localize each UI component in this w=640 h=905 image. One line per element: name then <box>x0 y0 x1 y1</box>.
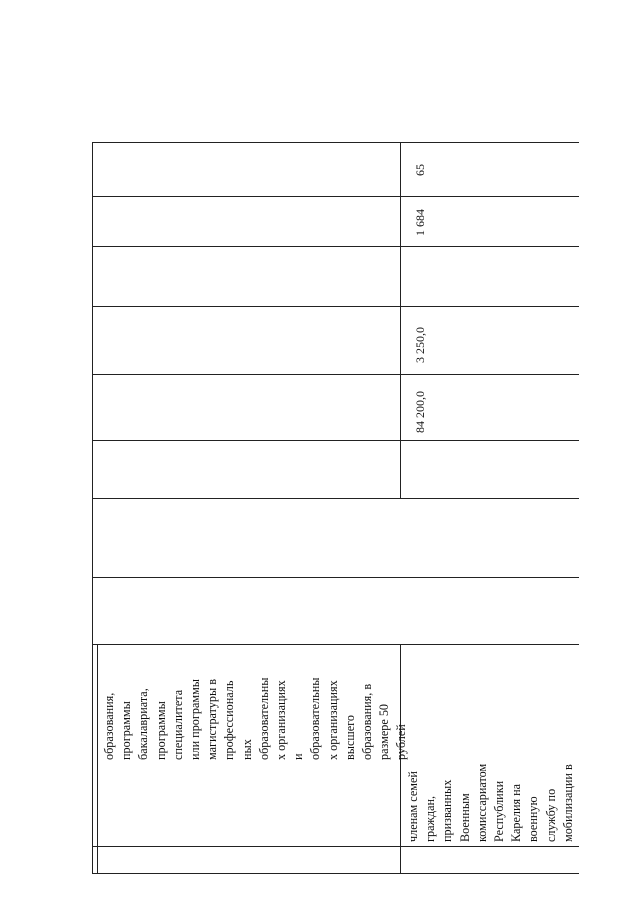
text-line: специалитета <box>170 689 185 760</box>
text-line: профессиональ <box>222 680 237 760</box>
text-line: программы <box>119 701 134 760</box>
text-line: или программы <box>188 679 203 760</box>
value-1684: 1 684 <box>413 209 427 236</box>
column-divider <box>400 142 401 498</box>
table-border-left <box>92 142 93 874</box>
text-line: членам семей <box>406 771 420 842</box>
row-divider <box>92 577 579 578</box>
text-line: призванных <box>440 779 455 842</box>
text-line: магистратуры в <box>205 679 220 760</box>
table-border-top <box>92 142 579 143</box>
text-line: образования, в <box>360 683 375 760</box>
text-line: Военным <box>457 793 472 842</box>
text-line: х организациях <box>325 680 340 760</box>
value-65: 65 <box>413 164 427 176</box>
column-divider <box>97 644 98 874</box>
text-line: граждан, <box>423 795 438 842</box>
text-line: образования, <box>102 692 116 760</box>
row-divider <box>92 306 579 307</box>
text-line: размере 50 <box>377 703 392 760</box>
text-line: х организациях <box>274 680 289 760</box>
row-divider <box>92 440 579 441</box>
text-line: и <box>291 753 306 760</box>
text-line: военную <box>526 796 541 842</box>
row-divider <box>92 246 579 247</box>
row-divider <box>92 846 579 847</box>
text-line: Республики <box>492 780 507 842</box>
text-line: образовательны <box>256 677 271 760</box>
value-84200: 84 200,0 <box>413 391 427 433</box>
cell-education-text <box>101 678 411 760</box>
row-divider <box>92 196 579 197</box>
text-line: образовательны <box>308 677 323 760</box>
text-line: ных <box>239 739 254 760</box>
cell-families-text <box>405 764 577 842</box>
row-divider <box>92 644 579 645</box>
value-3250: 3 250,0 <box>413 327 427 363</box>
table-border-bottom <box>92 873 579 874</box>
text-line: службу по <box>543 788 558 842</box>
row-divider <box>92 498 579 499</box>
text-line: высшего <box>342 715 357 760</box>
text-line: бакалавриата, <box>136 688 151 760</box>
text-line: программы <box>153 701 168 760</box>
text-line: Карелия на <box>509 783 524 842</box>
text-line: мобилизации в <box>560 764 575 842</box>
row-divider <box>92 374 579 375</box>
text-line: рублей <box>394 724 409 760</box>
text-line: комиссариатом <box>474 763 489 842</box>
